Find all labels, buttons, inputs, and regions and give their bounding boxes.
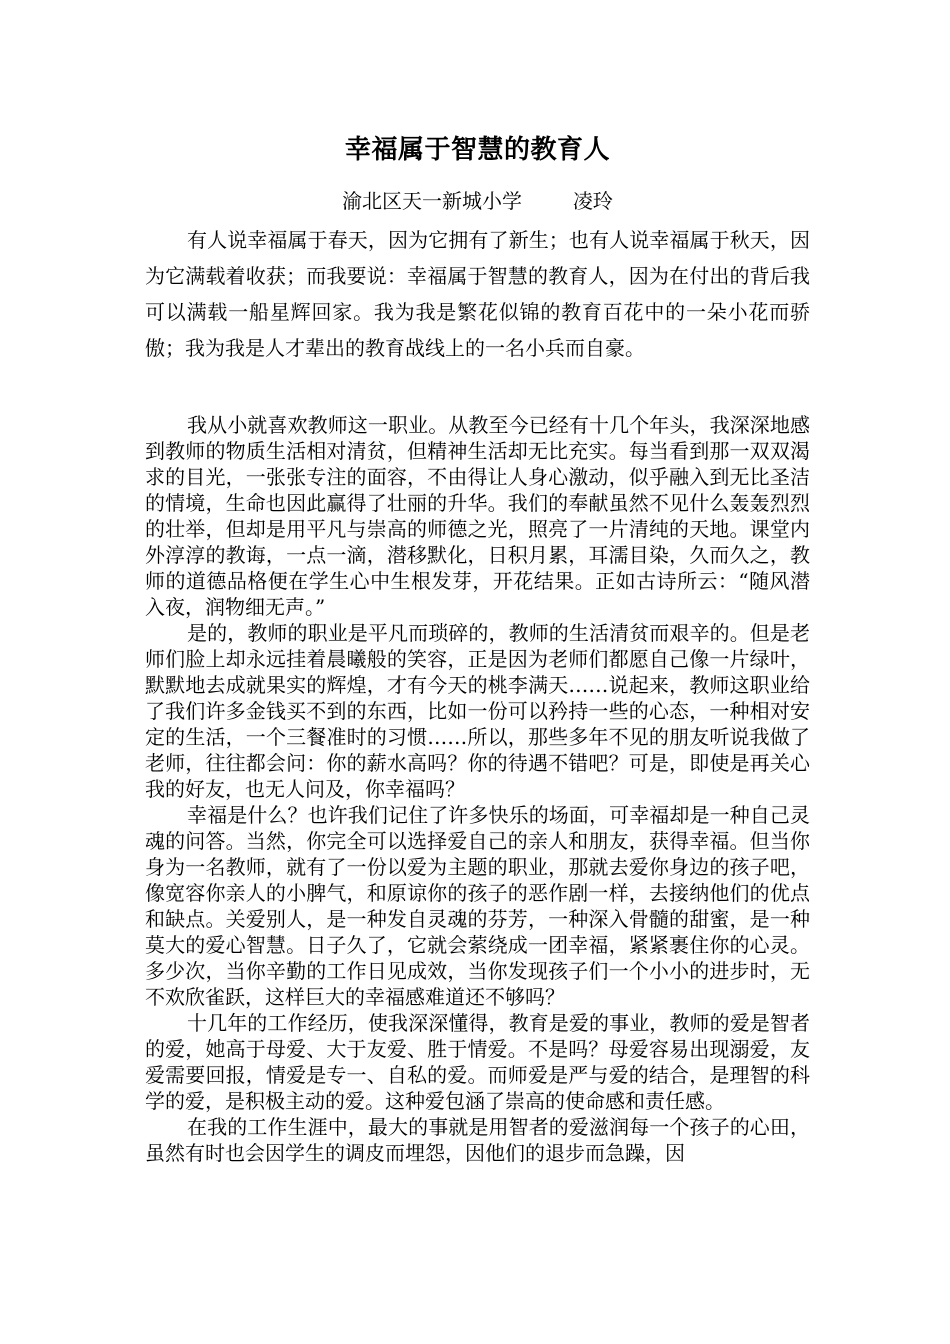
body-paragraph: 在我的工作生涯中，最大的事就是用智者的爱滋润每一个孩子的心田，虽然有时也会因学生的调皮而埋怨，因他们的退步而急躁，因 (145, 1115, 810, 1165)
body-text (145, 412, 810, 1166)
body-paragraph: 我从小就喜欢教师这一职业。从教至今已经有十几个年头，我深深地感到教师的物质生活相对清贫，但精神生活却无比充实。每当看到那一双双渴求的目光，一张张专注的面容，不由得让人身心激动，似乎融入到无比圣洁的情境，生命也因此赢得了壮丽的升华。我们的奉献虽然不见什么轰轰烈烈的壮举，但却是用平凡与崇高的师德之光，照亮了一片清纯的天地。课堂内外淳淳的教诲，一点一滴，潜移默化，日积月累，耳濡目染，久而久之，教师的道德品格便在学生心中生根发芽，开花结果。正如古诗所云：“随风潜入夜，润物细无声。” (145, 413, 810, 619)
intro-paragraph: 有人说幸福属于春天，因为它拥有了新生；也有人说幸福属于秋天，因为它满载着收获；而我要说：幸福属于智慧的教育人，因为在付出的背后我可以满载一船星辉回家。我为我是繁花似锦的教育百花中的一朵小花而骄傲；我为我是人才辈出的教育战线上的一名小兵而自豪。 (145, 228, 810, 360)
body-paragraph: 十几年的工作经历，使我深深懂得，教育是爱的事业，教师的爱是智者的爱，她高于母爱、大于友爱、胜于情爱。不是吗？母爱容易出现溺爱，友爱需要回报，情爱是专一、自私的爱。而师爱是严与爱的结合，是理智的科学的爱，是积极主动的爱。这种爱包涵了崇高的使命感和责任感。 (145, 1011, 810, 1113)
body-paragraph: 是的，教师的职业是平凡而琐碎的，教师的生活清贫而艰辛的。但是老师们脸上却永远挂着晨曦般的笑容，正是因为老师们都愿自己像一片绿叶，默默地去成就果实的辉煌，才有今天的桃李满天……说起来，教师这职业给了我们许多金钱买不到的东西，比如一份可以矜持一些的心态，一种相对安定的生活，一个三餐准时的习惯……所以，那些多年不见的朋友听说我做了老师，往往都会问：你的薪水高吗？你的待遇不错吧？可是，即使是再关心我的好友，也无人问及，你幸福吗？ (145, 621, 810, 801)
body-paragraph: 幸福是什么？也许我们记住了许多快乐的场面，可幸福却是一种自己灵魂的问答。当然，你完全可以选择爱自己的亲人和朋友，获得幸福。但当你身为一名教师，就有了一份以爱为主题的职业，那就去爱你身边的孩子吧，像宽容你亲人的小脾气，和原谅你的孩子的恶作剧一样，去接纳他们的优点和缺点。关爱别人，是一种发自灵魂的芬芳，一种深入骨髓的甜蜜，是一种莫大的爱心智慧。日子久了，它就会萦绕成一团幸福，紧紧裹住你的心灵。多少次，当你辛勤的工作日见成效，当你发现孩子们一个小小的进步时，无不欢欣雀跃，这样巨大的幸福感难道还不够吗？ (145, 803, 810, 1009)
author-byline: 渝北区天一新城小学 凌玲 (342, 189, 613, 213)
document-title: 幸福属于智慧的教育人 (344, 135, 610, 165)
